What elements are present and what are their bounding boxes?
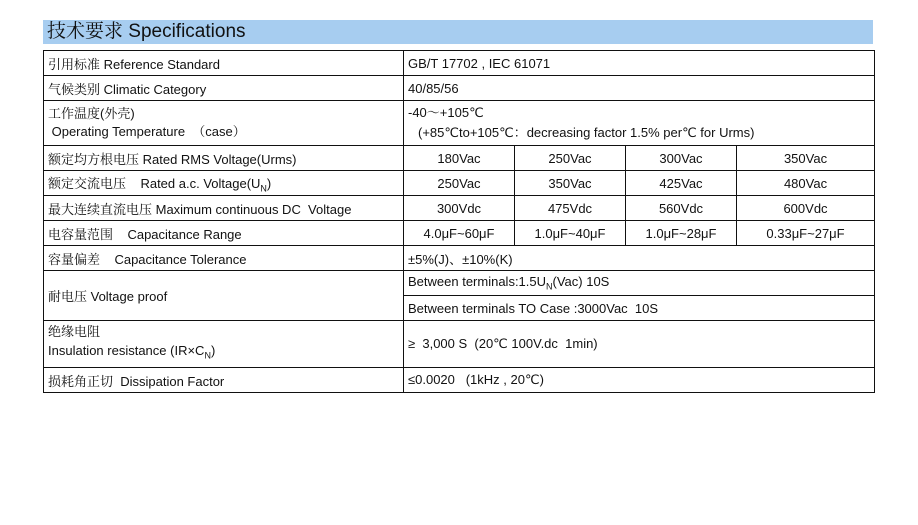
- table-row: [44, 368, 875, 393]
- value-cell: 425Vac: [626, 171, 737, 196]
- row-label: 额定均方根电压 Rated RMS Voltage(Urms): [44, 146, 404, 171]
- label-text: ): [266, 175, 272, 191]
- value-cell: 350Vac: [515, 171, 626, 196]
- row-value: ±5%(J)、±10%(K): [404, 246, 875, 271]
- value-text: (Vac) 10S: [552, 274, 610, 290]
- value-line: -40～+105℃: [408, 105, 484, 120]
- value-cell: 1.0μF~40μF: [515, 221, 626, 246]
- value-cell: 480Vac: [737, 171, 875, 196]
- row-value: ≥ 3,000 S (20℃ 100V.dc 1min): [404, 321, 875, 368]
- table-row: [44, 51, 875, 76]
- table-row: [44, 196, 875, 221]
- value-cell: 180Vac: [404, 146, 515, 171]
- row-label: 电容量范围 Capacitance Range: [44, 221, 404, 246]
- label-subscript: N: [204, 350, 211, 361]
- table-row: [44, 271, 875, 296]
- row-label: 气候类别 Climatic Category: [44, 76, 404, 101]
- value-cell: 300Vdc: [404, 196, 515, 221]
- table-row: [44, 246, 875, 271]
- value-cell: 475Vdc: [515, 196, 626, 221]
- table-row: [44, 76, 875, 101]
- row-label: 引用标准 Reference Standard: [44, 51, 404, 76]
- row-value: [404, 101, 875, 146]
- label-subscript: N: [260, 183, 267, 194]
- value-cell: 0.33μF~27μF: [737, 221, 875, 246]
- label-text: 额定交流电压 Rated a.c. Voltage(U: [48, 175, 261, 191]
- row-label: 损耗角正切 Dissipation Factor: [44, 368, 404, 393]
- row-value: [404, 271, 875, 296]
- label-text: ): [210, 343, 216, 359]
- value-cell: 1.0μF~28μF: [626, 221, 737, 246]
- row-label: 最大连续直流电压 Maximum continuous DC Voltage: [44, 196, 404, 221]
- value-cell: 600Vdc: [737, 196, 875, 221]
- value-cell: 250Vac: [404, 171, 515, 196]
- value-cell: 250Vac: [515, 146, 626, 171]
- row-label: [44, 101, 404, 146]
- table-row: [44, 171, 875, 196]
- row-label: 耐电压 Voltage proof: [44, 271, 404, 321]
- label-text: Insulation resistance (IR×C: [48, 343, 205, 359]
- table-row: [44, 321, 875, 368]
- value-cell: 300Vac: [626, 146, 737, 171]
- value-cell: 4.0μF~60μF: [404, 221, 515, 246]
- row-value: 40/85/56: [404, 76, 875, 101]
- table-row: [44, 101, 875, 146]
- label-line: 工作温度(外壳): [48, 106, 135, 121]
- row-value: Between terminals TO Case :3000Vac 10S: [404, 296, 875, 321]
- table-row: [44, 221, 875, 246]
- specifications-table: [43, 50, 875, 393]
- label-line: 绝缘电阻: [48, 324, 101, 340]
- value-cell: 560Vdc: [626, 196, 737, 221]
- table-row: [44, 146, 875, 171]
- row-label: [44, 171, 404, 196]
- value-cell: 350Vac: [737, 146, 875, 171]
- label-line: Operating Temperature （case）: [48, 124, 246, 139]
- row-label: 容量偏差 Capacitance Tolerance: [44, 246, 404, 271]
- row-value: ≤0.0020 (1kHz , 20℃): [404, 368, 875, 393]
- row-value: GB/T 17702 , IEC 61071: [404, 51, 875, 76]
- page-title: 技术要求 Specifications: [43, 20, 873, 44]
- row-label: [44, 321, 404, 368]
- label-line: [48, 341, 399, 366]
- value-line: (+85℃to+105℃：decreasing factor 1.5% per℃ for Urms): [418, 125, 755, 140]
- value-text: Between terminals:1.5U: [408, 274, 547, 290]
- value-subscript: N: [546, 281, 553, 292]
